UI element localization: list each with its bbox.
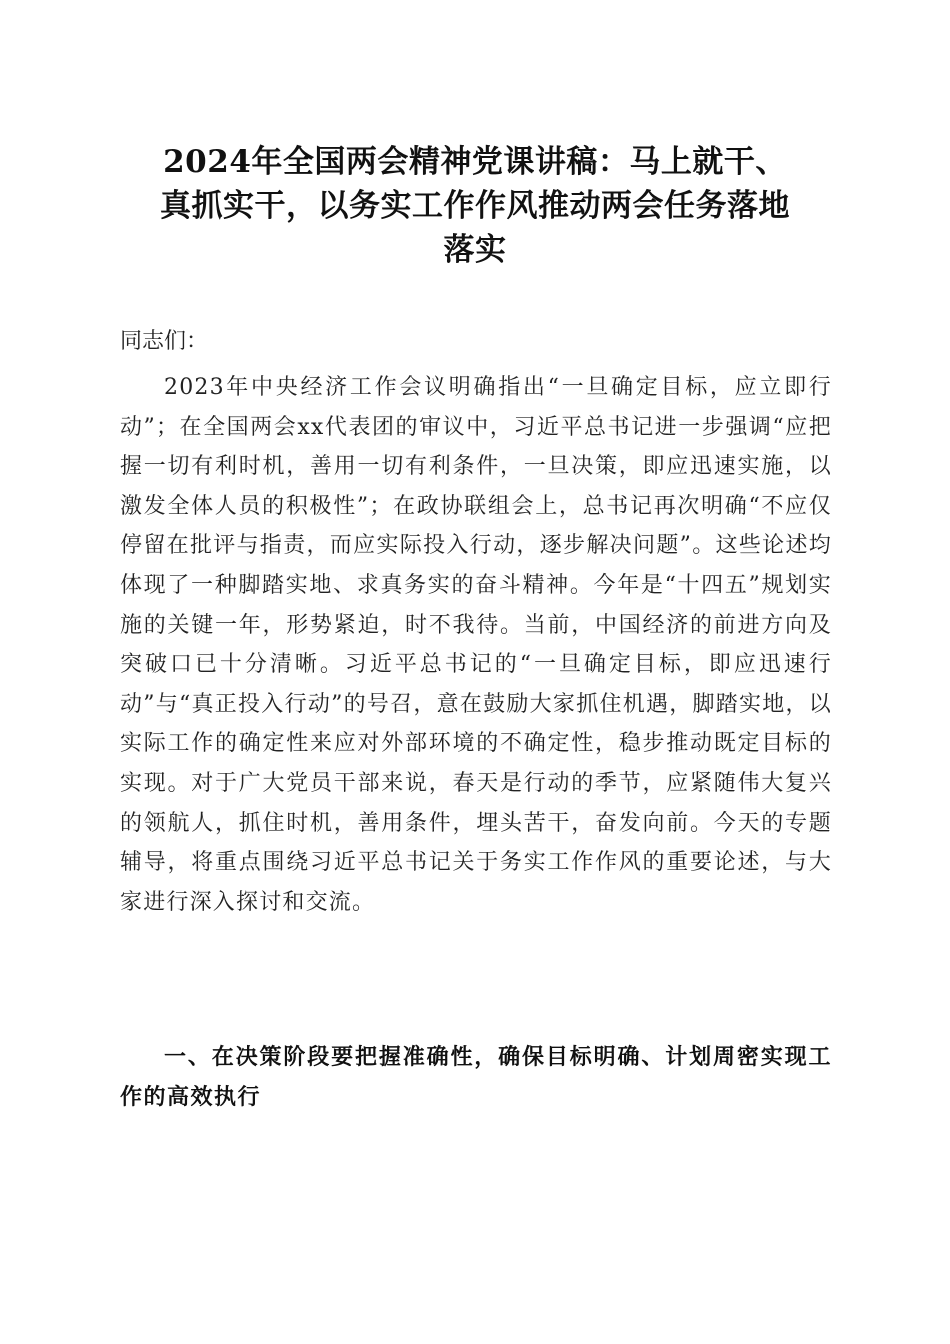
title-line-2: 真抓实干，以务实工作作风推动两会任务落地 <box>160 188 790 224</box>
body-paragraph: 2023年中央经济工作会议明确指出“一旦确定目标，应立即行动”；在全国两会xx代表团的审议中，习近平总书记进一步强调“应把握一切有利时机，善用一切有利条件，一旦决策，即应迅速实施，以激发全体人员的积极性”；在政协联组会上，总书记再次明确“不应仅停留在批评与指责，而应实际投入行动，逐步解决问题”。这些论述均体现了一种脚踏实地、求真务实的奋斗精神。今年是“十四五”规划实施的关键一年，形势紧迫，时不我待。当前，中国经济的前进方向及突破口已十分清晰。习近平总书记的“一旦确定目标，即应迅速行动”与“真正投入行动”的号召，意在鼓励大家抓住机遇，脚踏实地，以实际工作的确定性来应对外部环境的不确定性，稳步推动既定目标的实现。对于广大党员干部来说，春天是行动的季节，应紧随伟大复兴的领航人，抓住时机，善用条件，埋头苦干，奋发向前。今天的专题辅导，将重点围绕习近平总书记关于务实工作作风的重要论述，与大家进行深入探讨和交流。 <box>120 375 832 915</box>
title-line-1: 2024年全国两会精神党课讲稿：马上就干、 <box>163 144 787 180</box>
document-title <box>100 140 850 272</box>
title-line-3: 落实 <box>443 232 507 268</box>
salutation: 同志们： <box>120 329 209 354</box>
section-heading: 一、在决策阶段要把握准确性，确保目标明确、计划周密实现工作的高效执行 <box>120 1045 832 1110</box>
